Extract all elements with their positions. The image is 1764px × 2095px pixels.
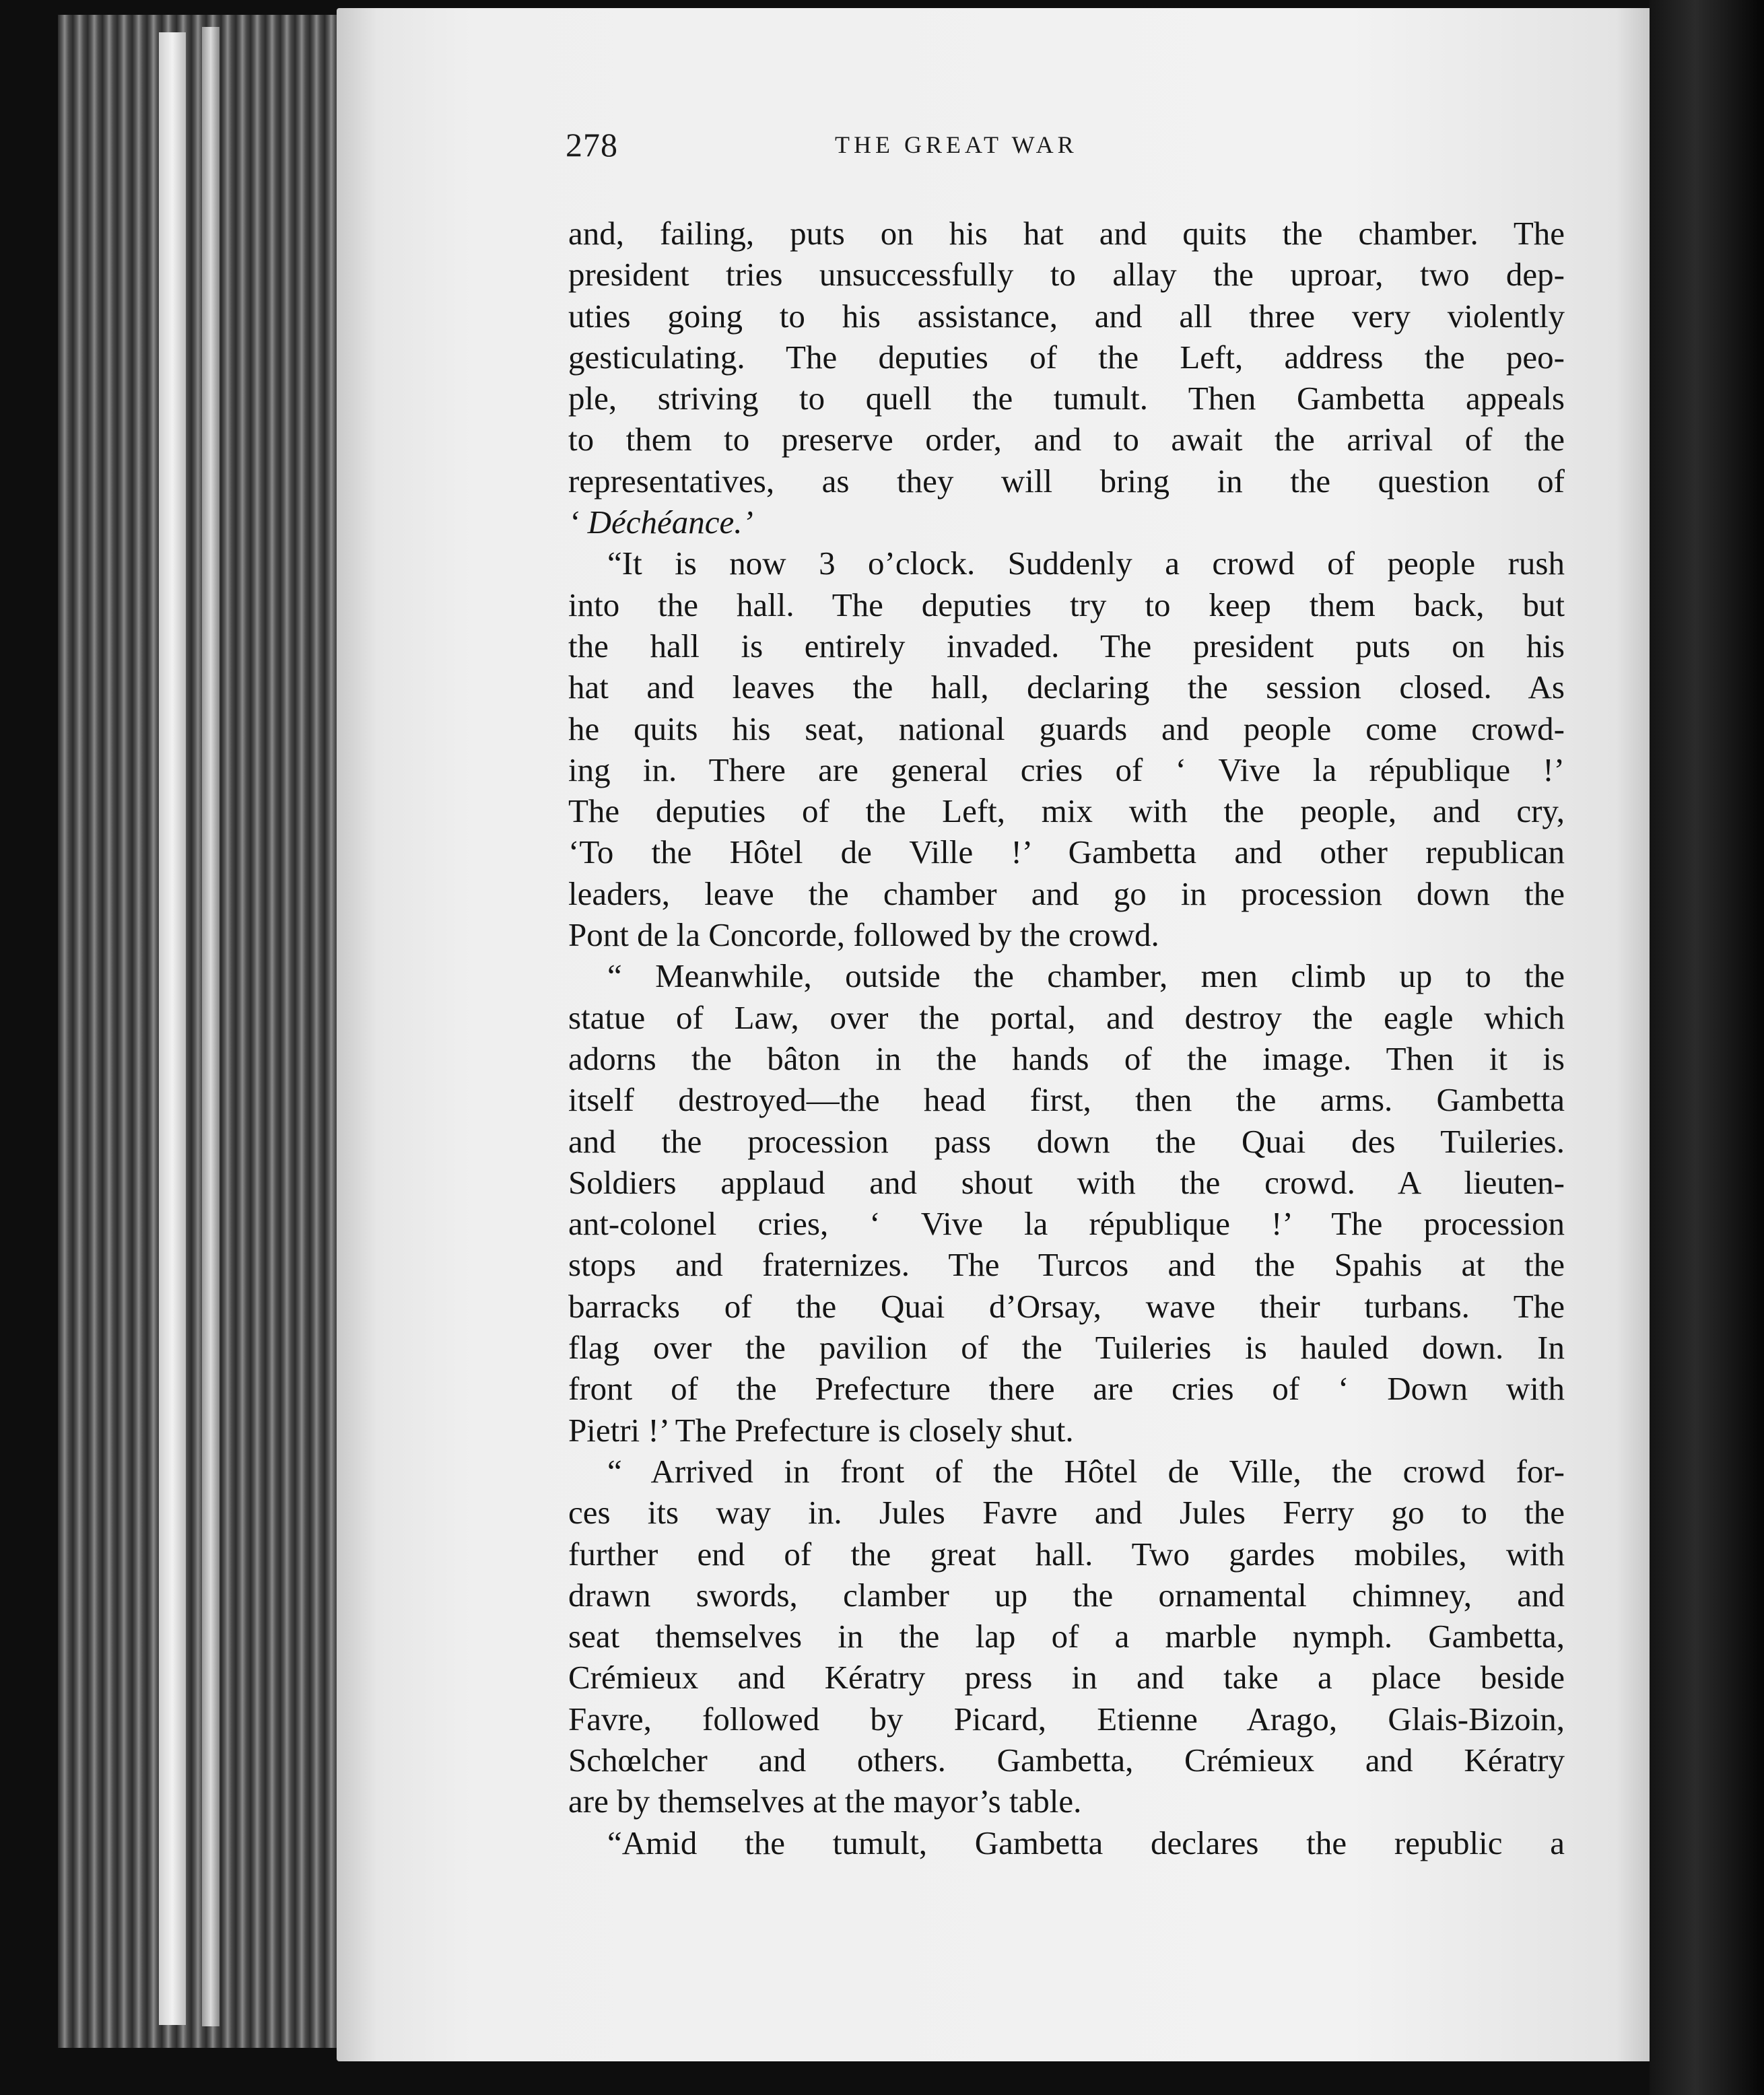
text-line: he quits his seat, national guards and people come crowd- xyxy=(568,710,1565,747)
text-line xyxy=(568,502,1565,543)
text-line: ‘To the Hôtel de Ville !’ Gambetta and other republican xyxy=(568,833,1565,871)
binding-shadow xyxy=(1650,0,1764,2095)
text-line: the hall is entirely invaded. The president puts on his xyxy=(568,627,1565,664)
text-line: flag over the pavilion of the Tuileries is hauled down. In xyxy=(568,1329,1565,1367)
text-line: stops and fraternizes. The Turcos and the Spahis at the xyxy=(568,1246,1565,1284)
body-text xyxy=(568,213,1565,1863)
page-number: 278 xyxy=(566,126,618,164)
text-line: and, failing, puts on his hat and quits the chamber. The xyxy=(568,215,1565,252)
text-line: uties going to his assistance, and all three very violently xyxy=(568,297,1565,335)
text-line: representatives, as they will bring in the question of xyxy=(568,462,1565,500)
page-edge-highlight-inner xyxy=(202,27,219,2026)
text-line: president tries unsuccessfully to allay the uproar, two dep- xyxy=(568,256,1565,294)
text-line: barracks of the Quai d’Orsay, wave their turbans. The xyxy=(568,1287,1565,1325)
italic-line: ‘ Déchéance.’ xyxy=(568,504,753,541)
page-header xyxy=(566,125,1562,172)
text-line: “It is now 3 o’clock. Suddenly a crowd of people rush xyxy=(607,545,1565,582)
text-line: further end of the great hall. Two gardes mobiles, with xyxy=(568,1535,1565,1573)
text-line: and the procession pass down the Quai des Tuileries. xyxy=(568,1122,1565,1160)
text-line: Pont de la Concorde, followed by the crowd. xyxy=(568,916,1159,954)
text-line: Schœlcher and others. Gambetta, Crémieux and Kératry xyxy=(568,1741,1565,1779)
text-line: Soldiers applaud and shout with the crowd. A lieuten- xyxy=(568,1163,1565,1201)
text-line: into the hall. The deputies try to keep them back, but xyxy=(568,586,1565,623)
text-line: to them to preserve order, and to await the arrival of the xyxy=(568,421,1565,458)
text-line: statue of Law, over the portal, and destroy the eagle which xyxy=(568,998,1565,1036)
text-line: Pietri !’ The Prefecture is closely shut. xyxy=(568,1411,1074,1449)
text-line: ces its way in. Jules Favre and Jules Ferry go to the xyxy=(568,1494,1565,1532)
text-line: seat themselves in the lap of a marble nymph. Gambetta, xyxy=(568,1618,1565,1655)
text-line: front of the Prefecture there are cries of ‘ Down with xyxy=(568,1370,1565,1408)
text-line: ple, striving to quell the tumult. Then Gambetta appeals xyxy=(568,380,1565,417)
text-line: ing in. There are general cries of ‘ Vive la république !’ xyxy=(568,751,1565,788)
text-line: Favre, followed by Picard, Etienne Arago, Glais-Bizoin, xyxy=(568,1700,1565,1738)
text-line: “ Meanwhile, outside the chamber, men climb up to the xyxy=(607,957,1565,995)
text-line: gesticulating. The deputies of the Left, address the peo- xyxy=(568,338,1565,376)
text-line: “Amid the tumult, Gambetta declares the republic a xyxy=(607,1824,1565,1861)
text-line: leaders, leave the chamber and go in procession down the xyxy=(568,874,1565,912)
text-line: hat and leaves the hall, declaring the session closed. As xyxy=(568,668,1565,706)
text-line: adorns the bâton in the hands of the image. Then it is xyxy=(568,1039,1565,1077)
text-line: Crémieux and Kératry press in and take a place beside xyxy=(568,1659,1565,1696)
text-line: are by themselves at the mayor’s table. xyxy=(568,1783,1082,1820)
page-edge-highlight xyxy=(159,32,186,2025)
text-line: ant-colonel cries, ‘ Vive la république !’ The procession xyxy=(568,1205,1565,1243)
running-head: THE GREAT WAR xyxy=(835,131,1078,158)
text-line: itself destroyed—the head first, then the arms. Gambetta xyxy=(568,1081,1565,1119)
text-line: The deputies of the Left, mix with the people, and cry, xyxy=(568,792,1565,830)
text-line: drawn swords, clamber up the ornamental chimney, and xyxy=(568,1576,1565,1614)
text-line: “ Arrived in front of the Hôtel de Ville, the crowd for- xyxy=(607,1452,1565,1490)
